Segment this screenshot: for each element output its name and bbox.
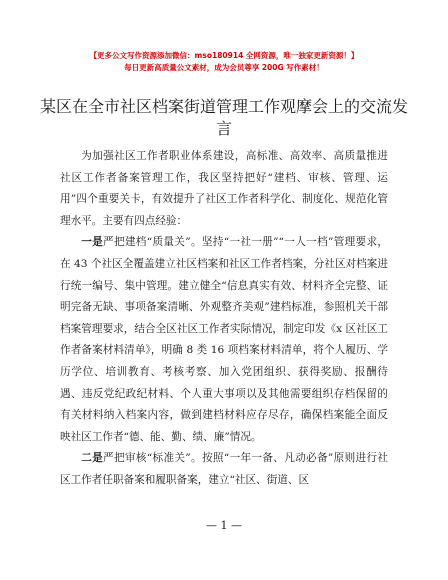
- paragraph-text: 严把建档“质量关”。坚持“一社一册”“一人一档”管理要求，在 43 个社区全覆盖建立社区档案和社区工作者档案，分社区对档案进行统一编号、集中管理。建立健全“信息真实有效、材料齐全完整、证明完备无缺、事项备案清晰、外观整齐美观”建档标准，参照机关干部档案管理要求，结合全区社区工作者实际情况，制定印发《x 区社区工作者备案材料清单》，明确 8 类 16 项档案材料清单，将个人履历、学历学位、培训教育、考核考察、加入党团组织、获得奖励、报酬待遇、违反党纪政纪材料、个人重大事项以及其他需要组织存档保留的有关材料纳入档案内容，做到建档材料应存尽存，确保档案能全面反映社区工作者“德、能、勤、绩、廉”情况。: [60, 236, 388, 443]
- document-body: [60, 146, 388, 492]
- paragraph-point-1: [60, 232, 388, 448]
- document-title: 某区在全市社区档案街道管理工作观摩会上的交流发言: [40, 97, 409, 138]
- promo-banner-line-1: 【更多公文写作资源添加微信：mso180914 全网资源，唯一独家更新资源！】: [89, 51, 359, 60]
- paragraph-lead: 二是: [81, 452, 104, 465]
- page-number: — 1 —: [206, 519, 242, 532]
- paragraph-lead: 一是: [81, 236, 104, 249]
- paragraph-text: 严把审核“标准关”。按照“一年一备、凡动必备”原则进行社区工作者任职备案和履职备案，建立“社区、街道、区: [60, 452, 388, 486]
- paragraph-text: 为加强社区工作者职业体系建设，高标准、高效率、高质量推进社区工作者备案管理工作，我区坚持把好“建档、审核、管理、运用”四个重要关卡，有效提升了社区工作者科学化、制度化、规范化管理水平。主要有四点经验：: [60, 150, 388, 227]
- paragraph-intro: [60, 146, 388, 232]
- paragraph-point-2: [60, 448, 388, 491]
- promo-banner-line-2: 每日更新高质量公文素材，成为会员尊享 200G 写作素材！: [124, 63, 324, 72]
